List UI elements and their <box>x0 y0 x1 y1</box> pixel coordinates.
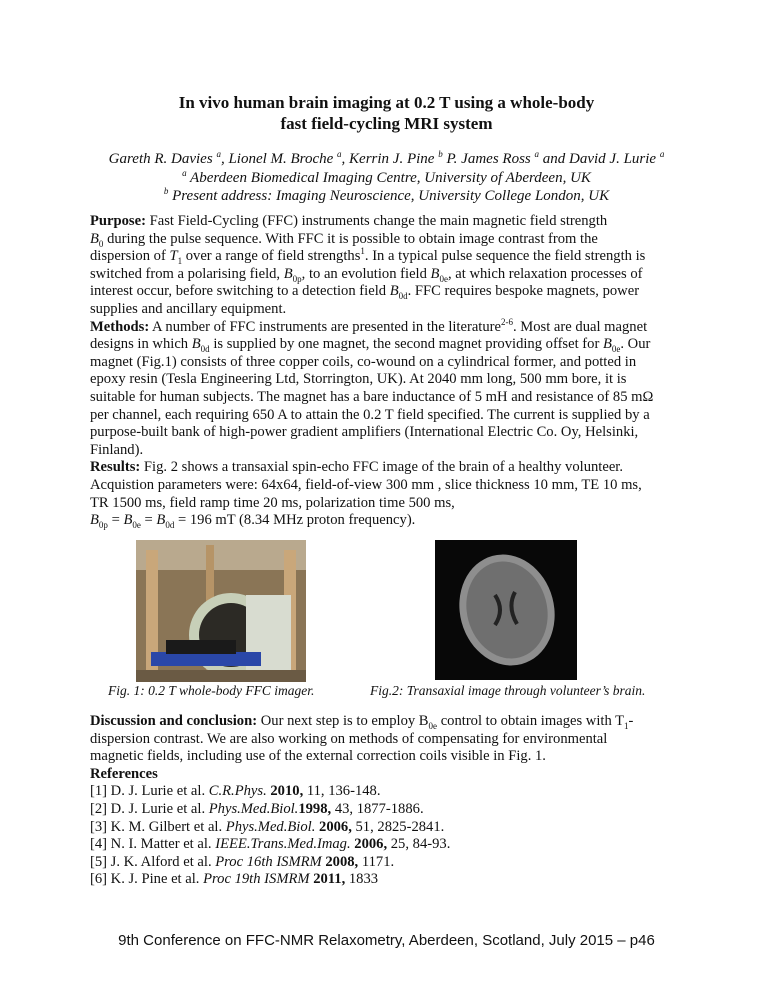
text-line <box>90 783 690 801</box>
text-line <box>90 495 690 513</box>
text-run: Acquistion parameters were: 64x64, field-of-view 300 mm , slice thickness 10 mm, TE 10 ms, <box>90 476 642 493</box>
text-run: over a range of field strengths <box>182 248 361 265</box>
text-run: Aberdeen Biomedical Imaging Centre, University of Aberdeen, UK <box>186 169 591 186</box>
page-footer: 9th Conference on FFC-NMR Relaxometry, Aberdeen, Scotland, July 2015 – p46 <box>118 932 655 949</box>
text-run: B <box>156 512 166 529</box>
text-run: Methods: <box>90 318 150 335</box>
text-run: - <box>628 713 634 729</box>
text-run: Our next step is to employ B <box>257 713 429 729</box>
text-run: IEEE.Trans.Med.Imag. <box>215 836 351 853</box>
text-run: 1 <box>177 256 183 267</box>
text-run: B <box>283 265 293 282</box>
text-run: magnet (Fig.1) consists of three copper coils, co-wound on a cylindrical former, and potted in <box>90 353 637 370</box>
text-run: 1 <box>624 720 629 731</box>
text-run: . Most are dual magnet <box>512 318 648 335</box>
text-run: a <box>182 167 187 178</box>
text-line <box>90 389 690 407</box>
text-run: and David J. Lurie <box>539 151 660 167</box>
text-line <box>90 801 690 819</box>
text-run: a <box>659 149 665 159</box>
text-run: 2008, <box>325 853 359 870</box>
text-run: [6] K. J. Pine et al. <box>90 871 204 888</box>
text-line <box>90 266 690 284</box>
text-run: b <box>163 186 169 196</box>
text-run: A number of FFC instruments are presented in the literature <box>149 318 501 335</box>
text-run: 0p <box>292 273 302 284</box>
text-line <box>90 512 690 530</box>
figure-1-imager-photo <box>136 540 306 682</box>
text-line <box>90 854 690 872</box>
text-run: 2006, <box>319 818 352 835</box>
text-run: Results: <box>90 459 141 476</box>
text-run: , Lionel M. Broche <box>220 151 338 167</box>
text-run: 2010, <box>270 783 304 800</box>
text-run: References <box>90 765 158 782</box>
text-line <box>90 283 690 301</box>
text-run: B <box>430 265 440 282</box>
text-run: 0d <box>398 291 408 302</box>
text-run: = 196 mT (8.34 MHz proton frequency). <box>174 512 416 529</box>
text-line <box>90 819 690 837</box>
text-run: . FFC requires bespoke magnets, power <box>407 283 640 300</box>
text-run: B <box>389 283 399 300</box>
text-run: 1998, <box>298 800 332 817</box>
text-run: TR 1500 ms, field ramp time 20 ms, polarization time 500 ms, <box>90 494 455 511</box>
text-run: [3] K. M. Gilbert et al. <box>90 818 226 835</box>
text-run: supplies and ancillary equipment. <box>90 300 287 317</box>
text-run: a <box>216 149 221 159</box>
paper-title <box>0 92 773 134</box>
text-run: 1171. <box>358 853 395 870</box>
text-run: Phys.Med.Biol. <box>225 818 316 835</box>
text-run: B <box>191 336 201 353</box>
text-line <box>90 407 690 425</box>
text-run: Present address: Imaging Neuroscience, University College London, UK <box>168 188 610 204</box>
text-line <box>90 213 690 231</box>
discussion-references <box>90 713 690 889</box>
figure-1-caption: Fig. 1: 0.2 T whole-body FFC imager. <box>108 683 315 698</box>
text-run: 1 <box>360 246 365 257</box>
text-run: purpose-built bank of high-power gradient amplifiers (International Electric Co. Oy, Helsinki, <box>90 424 639 441</box>
text-run: per channel, each requiring 650 A to attain the 0.2 T field specified. The current is supplied by a <box>90 406 650 423</box>
text-run: a <box>534 149 539 159</box>
text-run: is supplied by one magnet, the second magnet providing offset for <box>209 336 603 353</box>
text-run: 0 <box>98 238 104 249</box>
text-run: B <box>90 230 99 247</box>
text-run: [5] J. K. Alford et al. <box>90 853 216 870</box>
text-run: Phys.Med.Biol. <box>208 800 299 817</box>
text-line <box>90 424 690 442</box>
text-run: Proc 16th ISMRM <box>215 853 322 870</box>
text-run: T <box>169 248 178 265</box>
text-run: 43, 1877-1886. <box>331 800 424 817</box>
text-run: Gareth R. Davies <box>108 151 217 167</box>
text-run: 25, 84-93. <box>387 836 451 853</box>
text-run: Fig. 2 shows a transaxial spin-echo FFC image of the brain of a healthy volunteer. <box>140 459 623 476</box>
title-line: fast field-cycling MRI system <box>280 114 493 133</box>
text-line <box>90 231 690 249</box>
text-line <box>90 731 690 749</box>
text-run: , to an evolution field <box>301 265 431 282</box>
text-line <box>90 713 690 731</box>
text-line <box>90 371 690 389</box>
text-run: , at which relaxation processes of <box>447 265 643 282</box>
text-line <box>90 248 690 266</box>
text-run: Discussion and conclusion: <box>90 713 258 729</box>
text-run: 0d <box>165 520 175 530</box>
text-run: 0p <box>98 520 108 530</box>
text-run: [2] D. J. Lurie et al. <box>90 800 209 817</box>
text-run: B <box>90 512 99 529</box>
text-run: 0e <box>428 720 438 731</box>
text-run: = <box>140 512 157 529</box>
text-line <box>90 354 690 372</box>
text-run: 51, 2825-2841. <box>351 818 445 835</box>
text-run: 2011, <box>313 871 346 888</box>
title-line: In vivo human brain imaging at 0.2 T using a whole-body <box>178 93 595 112</box>
text-run: C.R.Phys. <box>208 783 267 800</box>
text-line <box>90 442 690 460</box>
text-line <box>0 187 773 206</box>
text-run: 0d <box>200 344 210 355</box>
text-line <box>90 836 690 854</box>
text-run: designs in which <box>90 336 192 353</box>
text-line <box>90 336 690 354</box>
text-run: P. James Ross <box>442 151 535 167</box>
text-run: B <box>123 512 133 529</box>
text-line <box>90 748 690 766</box>
text-run: Finland). <box>90 441 144 458</box>
text-run: . In a typical pulse sequence the field strength is <box>364 248 646 265</box>
authors-block <box>0 150 773 206</box>
text-line <box>0 150 773 169</box>
text-run: suitable for human subjects. The magnet has a bare inductance of 5 mH and resistance of 85 mΩ <box>90 388 654 405</box>
text-run: epoxy resin (Tesla Engineering Ltd, Storrington, UK). At 2040 mm long, 500 mm bore, it is <box>90 371 627 388</box>
text-run: during the pulse sequence. With FFC it is possible to obtain image contrast from the <box>103 230 598 247</box>
text-run: , Kerrin J. Pine <box>341 151 439 167</box>
text-line <box>90 459 690 477</box>
text-line <box>0 169 773 188</box>
text-run: magnetic fields, including use of the external correction coils visible in Fig. 1. <box>90 748 546 765</box>
abstract-body <box>90 213 690 530</box>
text-run: B <box>602 336 612 353</box>
text-run: Fast Field-Cycling (FFC) instruments change the main magnetic field strength <box>145 213 608 229</box>
text-line <box>90 301 690 319</box>
text-run: dispersion contrast. We are also working on methods of compensating for environmental <box>90 730 608 747</box>
text-run: interest occur, before switching to a detection field <box>90 283 390 300</box>
text-run: a <box>337 149 342 159</box>
text-run: 2006, <box>354 836 388 853</box>
text-run: Proc 19th ISMRM <box>203 871 310 888</box>
text-run: 0e <box>439 273 448 284</box>
figure-2-caption: Fig.2: Transaxial image through volunteer’s brain. <box>370 683 646 698</box>
figure-2-brain-mri <box>435 540 577 680</box>
text-run: 0e <box>611 344 621 355</box>
text-run: switched from a polarising field, <box>90 265 284 282</box>
text-line <box>90 766 690 784</box>
text-run: [4] N. I. Matter et al. <box>90 836 216 853</box>
text-run: [1] D. J. Lurie et al. <box>90 783 209 800</box>
text-line <box>90 477 690 495</box>
text-run: b <box>438 149 443 159</box>
text-line <box>90 871 690 889</box>
text-run: dispersion of <box>90 248 170 265</box>
text-run: 2-6 <box>500 316 513 327</box>
text-run: 0e <box>132 520 141 530</box>
text-run: 11, 136-148. <box>303 783 381 800</box>
text-run: . Our <box>620 336 651 353</box>
text-line <box>90 316 690 337</box>
text-run: 1833 <box>345 871 379 888</box>
text-run: = <box>107 512 124 529</box>
text-run: control to obtain images with T <box>437 713 625 729</box>
text-run: Purpose: <box>90 213 146 229</box>
